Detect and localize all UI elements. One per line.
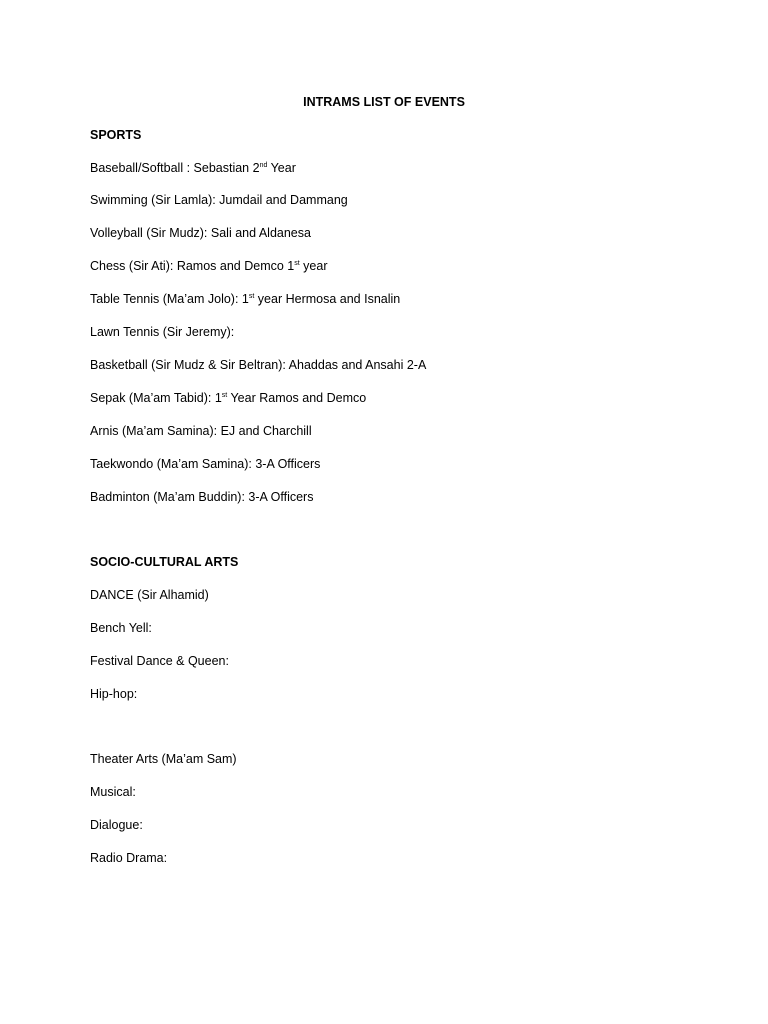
- sports-item-basketball: Basketball (Sir Mudz & Sir Beltran): Ahaddas and Ansahi 2-A: [90, 358, 427, 372]
- sports-item-text: year: [299, 259, 328, 273]
- sports-item-volleyball: Volleyball (Sir Mudz): Sali and Aldanesa: [90, 226, 311, 240]
- document-title: INTRAMS LIST OF EVENTS: [303, 95, 465, 109]
- sports-item-chess: [90, 258, 328, 274]
- sports-item-text: Table Tennis (Ma’am Jolo): 1: [90, 292, 249, 306]
- sports-heading: SPORTS: [90, 128, 142, 142]
- sports-item-swimming: Swimming (Sir Lamla): Jumdail and Dammang: [90, 193, 348, 207]
- theater-item-radio-drama: Radio Drama:: [90, 851, 168, 865]
- ordinal-suffix: st: [248, 293, 255, 300]
- sports-item-text: Year Ramos and Demco: [227, 391, 367, 405]
- theater-item-musical: Musical:: [90, 785, 136, 799]
- dance-title: DANCE (Sir Alhamid): [90, 588, 209, 602]
- theater-item-dialogue: Dialogue:: [90, 818, 143, 832]
- sports-item-text: year Hermosa and Isnalin: [254, 292, 401, 306]
- theater-title: Theater Arts (Ma’am Sam): [90, 752, 237, 766]
- sports-item-text: Baseball/Softball : Sebastian 2: [90, 161, 260, 175]
- sports-item-baseball: [90, 160, 296, 176]
- sports-item-lawn-tennis: Lawn Tennis (Sir Jeremy):: [90, 325, 235, 339]
- dance-item-festival-dance: Festival Dance & Queen:: [90, 654, 229, 668]
- dance-item-bench-yell: Bench Yell:: [90, 621, 152, 635]
- sports-item-table-tennis: [90, 291, 400, 307]
- sports-item-text: Chess (Sir Ati): Ramos and Demco 1: [90, 259, 295, 273]
- ordinal-suffix: nd: [259, 162, 268, 169]
- socio-cultural-heading: SOCIO-CULTURAL ARTS: [90, 555, 239, 569]
- sports-item-taekwondo: Taekwondo (Ma’am Samina): 3-A Officers: [90, 457, 321, 471]
- ordinal-suffix: st: [294, 260, 300, 267]
- sports-item-arnis: Arnis (Ma’am Samina): EJ and Charchill: [90, 424, 312, 438]
- dance-item-hip-hop: Hip-hop:: [90, 687, 138, 701]
- ordinal-suffix: st: [221, 392, 228, 399]
- sports-item-sepak: [90, 390, 366, 406]
- sports-item-text: Year: [267, 161, 296, 175]
- sports-item-badminton: Badminton (Ma’am Buddin): 3-A Officers: [90, 490, 314, 504]
- sports-item-text: Sepak (Ma’am Tabid): 1: [90, 391, 222, 405]
